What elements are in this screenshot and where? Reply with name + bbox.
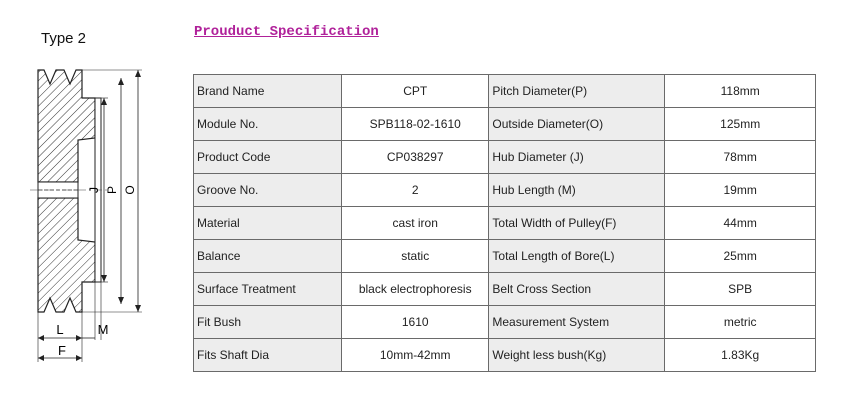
spec-title: Prouduct Specification xyxy=(194,24,379,40)
dim-label-p: P xyxy=(105,185,119,195)
spec-label: Material xyxy=(194,207,342,240)
spec-value: 125mm xyxy=(665,108,816,141)
spec-label: Brand Name xyxy=(194,75,342,108)
spec-value: SPB118-02-1610 xyxy=(342,108,489,141)
dim-label-o: O xyxy=(123,185,137,195)
spec-label: Weight less bush(Kg) xyxy=(489,339,665,372)
type-label: Type 2 xyxy=(41,30,87,47)
spec-value: CPT xyxy=(342,75,489,108)
spec-label: Balance xyxy=(194,240,342,273)
spec-label: Pitch Diameter(P) xyxy=(489,75,665,108)
table-row xyxy=(194,306,816,339)
spec-value: cast iron xyxy=(342,207,489,240)
spec-label: Groove No. xyxy=(194,174,342,207)
spec-value: 44mm xyxy=(665,207,816,240)
dim-label-f: F xyxy=(58,343,66,358)
spec-value: 78mm xyxy=(665,141,816,174)
spec-table xyxy=(193,74,816,372)
table-row xyxy=(194,75,816,108)
spec-label: Total Width of Pulley(F) xyxy=(489,207,665,240)
spec-label: Measurement System xyxy=(489,306,665,339)
pulley-bottom-section xyxy=(38,198,95,312)
table-row xyxy=(194,108,816,141)
table-row xyxy=(194,174,816,207)
spec-label: Fit Bush xyxy=(194,306,342,339)
spec-label: Module No. xyxy=(194,108,342,141)
spec-value: 19mm xyxy=(665,174,816,207)
spec-value: 118mm xyxy=(665,75,816,108)
spec-value: CP038297 xyxy=(342,141,489,174)
spec-value: black electrophoresis xyxy=(342,273,489,306)
dim-label-m: M xyxy=(97,322,109,337)
spec-table-body xyxy=(194,75,816,372)
spec-value: 2 xyxy=(342,174,489,207)
spec-value: 1.83Kg xyxy=(665,339,816,372)
spec-label: Hub Diameter (J) xyxy=(489,141,665,174)
table-row xyxy=(194,273,816,306)
spec-label: Fits Shaft Dia xyxy=(194,339,342,372)
spec-value: 1610 xyxy=(342,306,489,339)
table-row xyxy=(194,207,816,240)
table-row xyxy=(194,339,816,372)
spec-label: Hub Length (M) xyxy=(489,174,665,207)
spec-value: SPB xyxy=(665,273,816,306)
spec-label: Product Code xyxy=(194,141,342,174)
dim-label-l: L xyxy=(56,322,64,337)
spec-label: Total Length of Bore(L) xyxy=(489,240,665,273)
spec-label: Belt Cross Section xyxy=(489,273,665,306)
pulley-drawing xyxy=(0,0,190,414)
spec-value: 25mm xyxy=(665,240,816,273)
dim-label-j: J xyxy=(87,187,101,193)
spec-value: 10mm-42mm xyxy=(342,339,489,372)
pulley-top-section xyxy=(38,70,95,182)
table-row xyxy=(194,240,816,273)
spec-value: static xyxy=(342,240,489,273)
table-row xyxy=(194,141,816,174)
spec-label: Outside Diameter(O) xyxy=(489,108,665,141)
spec-value: metric xyxy=(665,306,816,339)
spec-label: Surface Treatment xyxy=(194,273,342,306)
